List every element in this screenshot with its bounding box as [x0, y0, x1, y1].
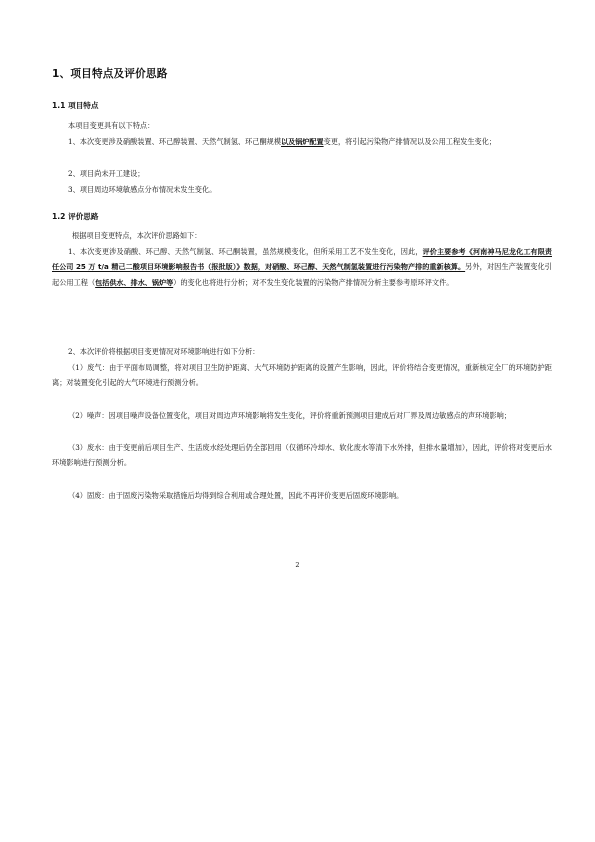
section-1-1-heading: 1.1 项目特点 — [52, 101, 99, 110]
section-1-heading: 1、项目特点及评价思路 — [52, 68, 168, 80]
approach-item-1-text-b: 另外，对因生产装置变化引起公用工程（ — [52, 262, 552, 287]
approach-item-1-text-c: ）的变化也将进行分析；对不发生变化装置的污染物产排情况分析主要参考原环评文件。 — [173, 277, 454, 287]
feature-item-2: 2、项目尚未开工建设； — [68, 169, 145, 178]
analysis-noise: （2）噪声：因项目噪声设备位置变化，项目对周边声环境影响将发生变化，评价将重新预测项目建成后对厂界及周边敏感点的声环境影响； — [68, 411, 512, 420]
analysis-wastewater: （3）废水：由于变更前后项目生产、生活废水经处理后仍全部回用（仅循环冷却水、软化废水等清下水外排，但排水量增加），因此，评价将对变更后水环境影响进行预测分析。 — [52, 443, 552, 468]
approach-item-2: 2、本次评价将根据项目变更情况对环境影响进行如下分析： — [68, 347, 260, 356]
section-1-1-intro: 本项目变更具有以下特点： — [68, 121, 155, 130]
approach-item-1-underlined-utilities: 包括供水、排水、锅炉等 — [95, 277, 174, 287]
feature-item-1 — [52, 134, 552, 149]
section-1-2-heading: 1.2 评价思路 — [52, 212, 99, 221]
approach-item-1-underlined-reference: 评价主要参考《河南神马尼龙化工有限责任公司 25 万 t/a 精己二酸项目环境影响报告书（报批版）》数据，对硝酸、环己醇、天然气制氢装置进行污染物产排的重新核算。 — [52, 247, 552, 272]
page-number: 2 — [295, 561, 300, 569]
section-1-2-intro: 根据项目变更特点，本次评价思路如下： — [72, 231, 202, 240]
analysis-solid-waste: （4）固废：由于固废污染物采取措施后均得到综合利用或合理处置，因此不再评价变更后固废环境影响。 — [68, 491, 404, 500]
feature-item-1-text-b: 变更，将引起污染物产排情况以及公用工程发生变化； — [323, 137, 497, 146]
feature-item-3: 3、项目周边环境敏感点分布情况未发生变化。 — [68, 185, 217, 194]
approach-item-1 — [52, 244, 552, 290]
feature-item-1-text-a: 1、本次变更涉及硝酸装置、环己醇装置、天然气制氢、环己酮规模 — [68, 137, 282, 146]
approach-item-1-text-a: 1、本次变更涉及硝酸、环己醇、天然气制氢、环己酮装置，虽然规模变化，但所采用工艺不发生变化，因此， — [68, 247, 423, 256]
analysis-exhaust-gas: （1）废气：由于平面布局调整，将对项目卫生防护距离、大气环境防护距离的设置产生影响，因此，评价将结合变更情况，重新核定全厂的环境防护距离；对装置变化引起的大气环境进行预测分析。 — [52, 363, 552, 388]
feature-item-1-underlined: 以及锅炉配置 — [281, 137, 324, 146]
